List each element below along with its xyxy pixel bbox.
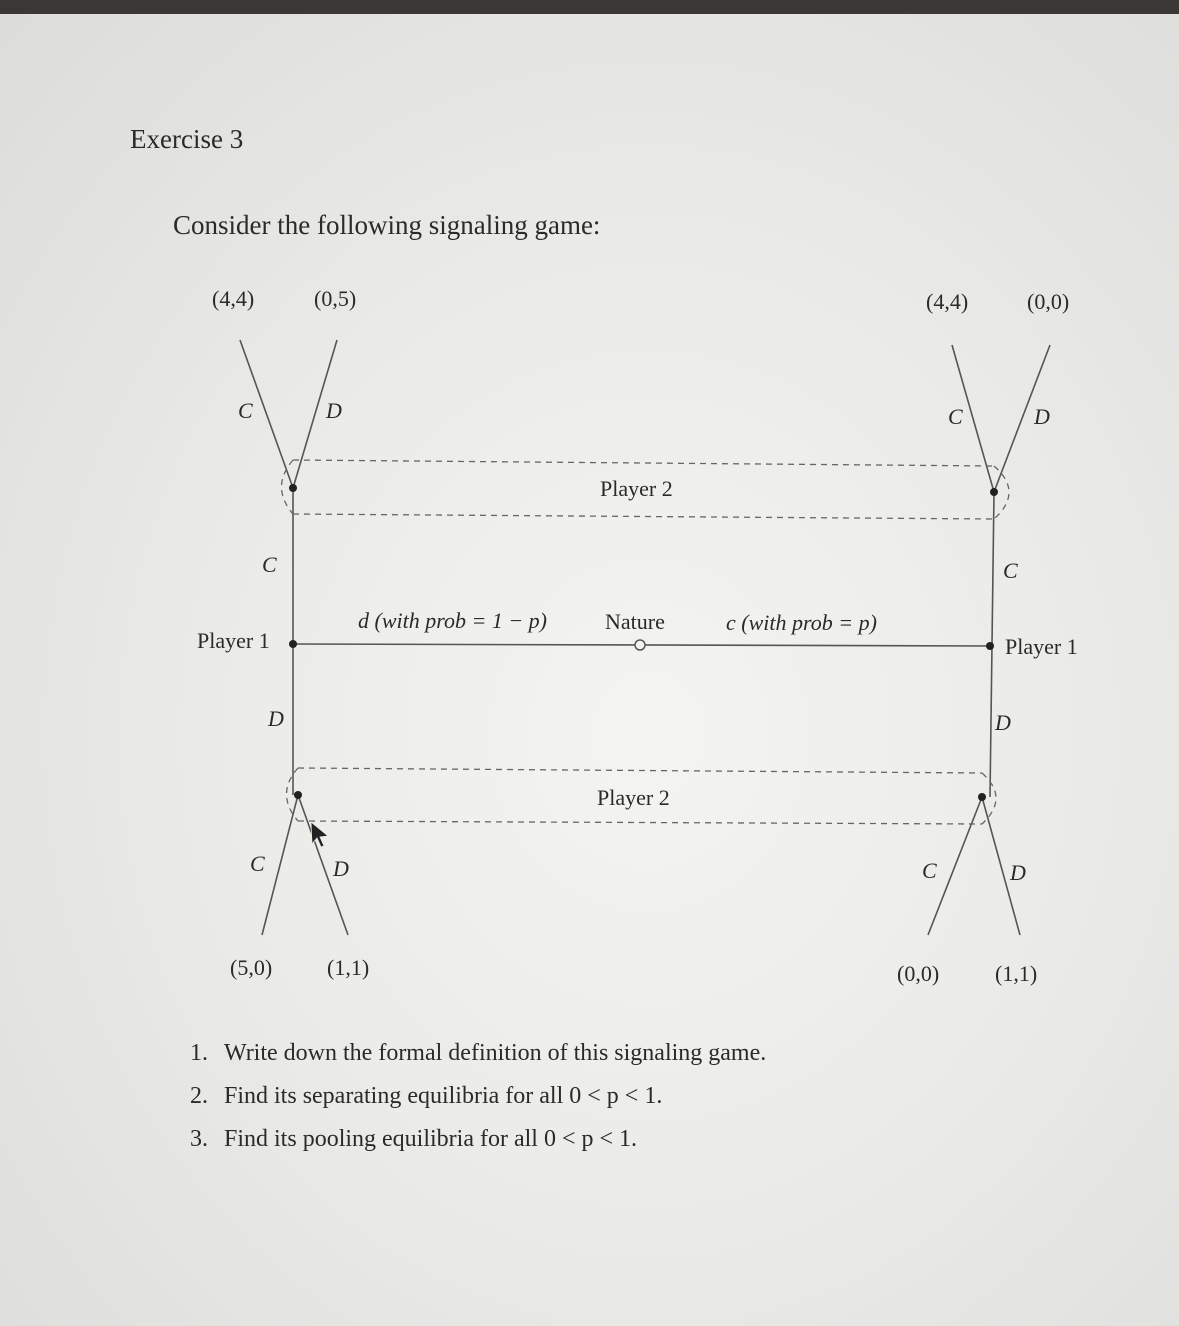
payoff-top-right-d: (0,0) bbox=[1027, 289, 1070, 314]
node-player2-bottom-left bbox=[294, 791, 302, 799]
action-label-bottom-right-d: D bbox=[1010, 860, 1026, 885]
list-item: 2. Find its separating equilibria for all 0 < p < 1. bbox=[190, 1083, 663, 1109]
payoff-bottom-left-c: (5,0) bbox=[230, 955, 273, 980]
node-player2-top-right bbox=[990, 488, 998, 496]
payoff-bottom-right-d: (1,1) bbox=[995, 961, 1038, 986]
nature-label: Nature bbox=[605, 609, 665, 634]
action-label-top-right-c: C bbox=[948, 404, 963, 429]
list-item: 1. Write down the formal definition of this signaling game. bbox=[190, 1040, 767, 1066]
info-set-bottom-lower bbox=[298, 821, 982, 824]
info-set-top-upper bbox=[293, 460, 994, 466]
payoff-bottom-left-d: (1,1) bbox=[327, 955, 370, 980]
action-label-bottom-left-d: D bbox=[333, 856, 349, 881]
mouse-cursor-icon bbox=[311, 822, 328, 847]
player2-label-top: Player 2 bbox=[600, 476, 673, 501]
exercise-heading: Exercise 3 bbox=[130, 124, 244, 154]
node-player2-top-left bbox=[289, 484, 297, 492]
action-label-left-c: C bbox=[262, 552, 277, 577]
action-label-bottom-left-c: C bbox=[250, 851, 265, 876]
node-player1-right bbox=[986, 642, 994, 650]
player2-label-bottom: Player 2 bbox=[597, 785, 670, 810]
player1-label-right: Player 1 bbox=[1005, 634, 1078, 659]
node-player1-left bbox=[289, 640, 297, 648]
info-set-top-lower bbox=[293, 514, 994, 519]
payoff-top-right-c: (4,4) bbox=[926, 289, 969, 314]
action-label-top-left-d: D bbox=[326, 398, 342, 423]
action-label-right-d: D bbox=[995, 710, 1011, 735]
info-set-bottom-upper bbox=[298, 768, 982, 773]
question-list bbox=[190, 1040, 766, 1169]
node-player2-bottom-right bbox=[978, 793, 986, 801]
branch-bottom-left-c bbox=[262, 795, 298, 935]
action-label-right-c: C bbox=[1003, 558, 1018, 583]
action-label-left-d: D bbox=[268, 706, 284, 731]
action-label-top-left-c: C bbox=[238, 398, 253, 423]
node-nature bbox=[635, 640, 645, 650]
payoff-top-left-d: (0,5) bbox=[314, 286, 357, 311]
intro-text: Consider the following signaling game: bbox=[173, 210, 601, 240]
action-label-bottom-right-c: C bbox=[922, 858, 937, 883]
payoff-bottom-right-c: (0,0) bbox=[897, 961, 940, 986]
payoff-top-left-c: (4,4) bbox=[212, 286, 255, 311]
right-branch-prob-label: c (with prob = p) bbox=[726, 610, 877, 635]
left-branch-prob-label: d (with prob = 1 − p) bbox=[358, 608, 547, 633]
list-item: 3. Find its pooling equilibria for all 0 < p < 1. bbox=[190, 1126, 638, 1152]
action-label-top-right-d: D bbox=[1034, 404, 1050, 429]
player1-label-left: Player 1 bbox=[197, 628, 270, 653]
